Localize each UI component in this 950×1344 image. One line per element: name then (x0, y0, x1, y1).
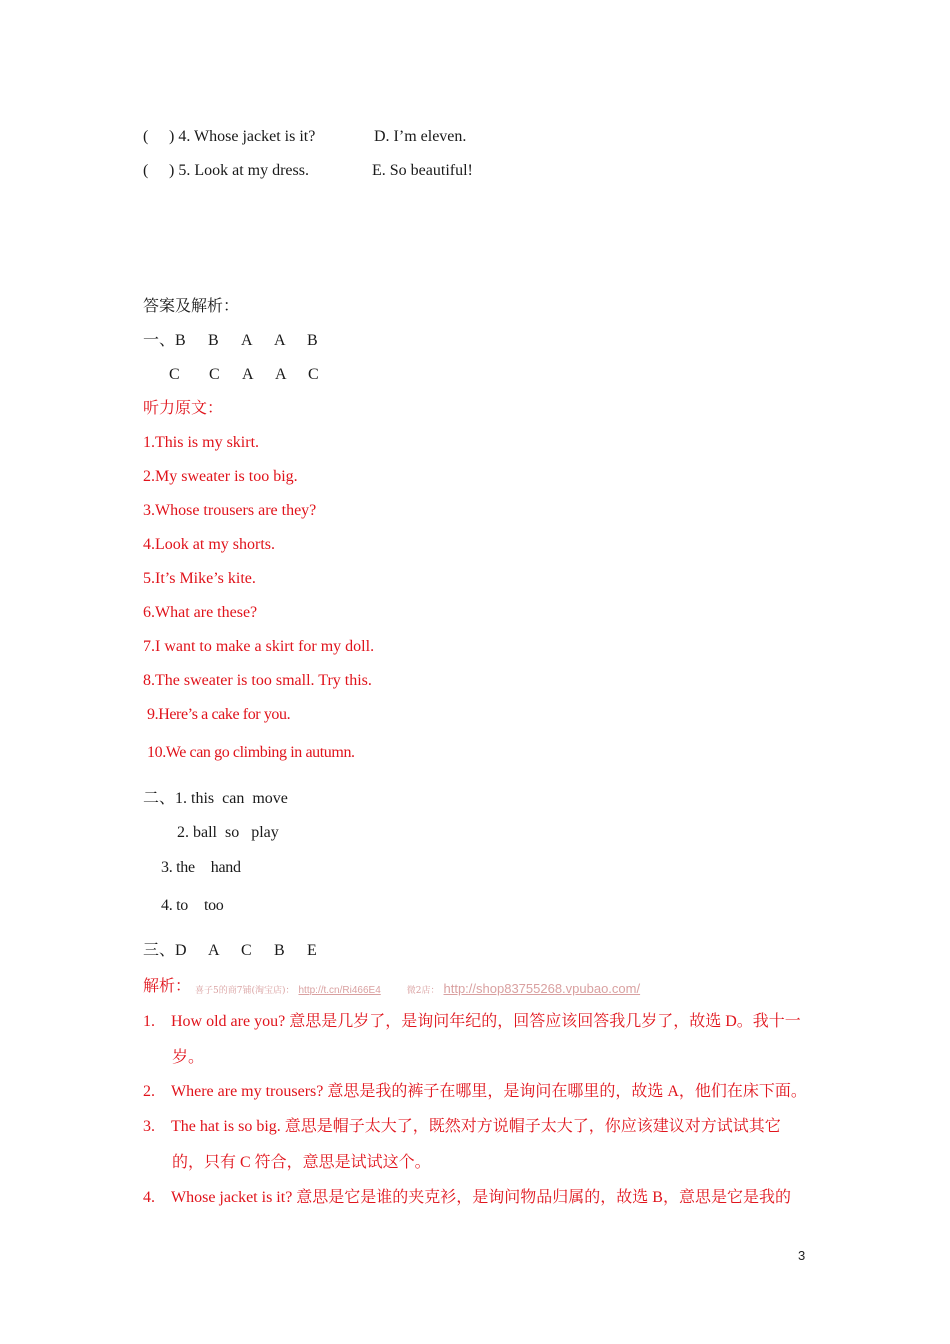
word: 3. the (161, 859, 195, 876)
transcript-line: 8.The sweater is too small. Try this. (143, 672, 372, 689)
answer-cell: A (208, 942, 220, 959)
part2-item-3 (161, 858, 241, 878)
word: 1. this (175, 790, 215, 807)
item-text: Whose jacket is it? 意思是它是谁的夹克衫，是询问物品归属的，故选 B，意思是它是我的 (171, 1189, 791, 1206)
open-paren: ( (143, 128, 149, 145)
analysis-item-2 (143, 1082, 807, 1102)
item-text: Where are my trousers? 意思是我的裤子在哪里，是询问在哪里的，故选 A，他们在床下面。 (171, 1083, 807, 1100)
transcript-line: 9.Here’s a cake for you. (147, 706, 291, 723)
word: 4. to (161, 897, 188, 914)
word: hand (210, 859, 241, 876)
item-number: 3. (143, 1118, 155, 1135)
answer-cell: B (175, 332, 186, 349)
word: move (252, 790, 288, 807)
part1-row1 (143, 331, 340, 351)
question-text: 5. Look at my dress. (178, 162, 309, 179)
answer-cell: C (241, 942, 252, 959)
watermark-link[interactable]: http://t.cn/Ri466E4 (298, 985, 381, 996)
watermark-link[interactable]: http://shop83755268.vpubao.com/ (443, 981, 641, 996)
answer-cell: A (274, 332, 286, 349)
answer-cell: C (209, 366, 220, 383)
analysis-item-3-cont: 的，只有 C 符合，意思是试试这个。 (172, 1154, 431, 1171)
item-text: How old are you? 意思是几岁了，是询问年纪的，回答应该回答我几岁了，故选 D。我十一 (171, 1013, 801, 1030)
transcript-line: 7.I want to make a skirt for my doll. (143, 638, 375, 655)
close-paren: ) (169, 128, 175, 145)
watermark-text: 微2店： (406, 986, 440, 996)
match-question-5 (143, 161, 309, 181)
match-answer-e: E. So beautiful! (372, 162, 473, 179)
transcript-line: 5.It’s Mike’s kite. (143, 570, 256, 587)
part3-label: 三、 (143, 942, 176, 959)
answer-cell: A (241, 332, 253, 349)
item-text: The hat is so big. 意思是帽子太大了，既然对方说帽子太大了，你应该建议对方试试其它 (171, 1118, 781, 1135)
answer-cell: C (169, 366, 180, 383)
answer-cell: B (208, 332, 219, 349)
transcript-line: 3.Whose trousers are they? (143, 502, 317, 519)
part3-row (143, 941, 340, 961)
answer-cell: A (242, 366, 254, 383)
transcript-line: 10.We can go climbing in autumn. (147, 744, 355, 761)
match-answer-d: D. I’m eleven. (374, 128, 467, 145)
page-number: 3 (798, 1248, 806, 1263)
word: play (251, 824, 279, 841)
analysis-item-1-cont: 岁。 (172, 1049, 205, 1066)
answer-cell: B (274, 942, 285, 959)
item-number: 2. (143, 1083, 155, 1100)
answer-cell: E (307, 942, 317, 959)
answers-title: 答案及解析： (143, 298, 240, 315)
analysis-item-3 (143, 1117, 781, 1137)
part2-label: 二、 (143, 790, 176, 807)
part1-label: 一、 (143, 332, 176, 349)
close-paren: ) (169, 162, 175, 179)
part2-item-2 (177, 823, 279, 843)
transcript-line: 6.What are these? (143, 604, 258, 621)
answer-cell: C (308, 366, 319, 383)
analysis-title: 解析： (143, 978, 192, 995)
transcript-line: 2.My sweater is too big. (143, 468, 298, 485)
word: can (222, 790, 245, 807)
open-paren: ( (143, 162, 149, 179)
transcript-line: 4.Look at my shorts. (143, 536, 275, 553)
item-number: 1. (143, 1013, 155, 1030)
word: too (203, 897, 224, 914)
item-number: 4. (143, 1189, 155, 1206)
answer-cell: D (175, 942, 187, 959)
analysis-item-4 (143, 1188, 791, 1208)
match-question-4 (143, 127, 315, 147)
transcript-line: 1.This is my skirt. (143, 434, 260, 451)
watermark-text: 喜子5的商7铺(淘宝店)： (195, 986, 295, 996)
analysis-item-1 (143, 1012, 801, 1032)
part2-item-1 (143, 789, 288, 809)
word: 2. ball (177, 824, 217, 841)
word: so (225, 824, 240, 841)
part1-row2 (169, 365, 341, 385)
answer-cell: B (307, 332, 318, 349)
part2-item-4 (161, 896, 224, 916)
watermark-shop (195, 979, 640, 1001)
transcript-title: 听力原文： (143, 400, 224, 417)
question-text: 4. Whose jacket is it? (178, 128, 316, 145)
answer-cell: A (275, 366, 287, 383)
